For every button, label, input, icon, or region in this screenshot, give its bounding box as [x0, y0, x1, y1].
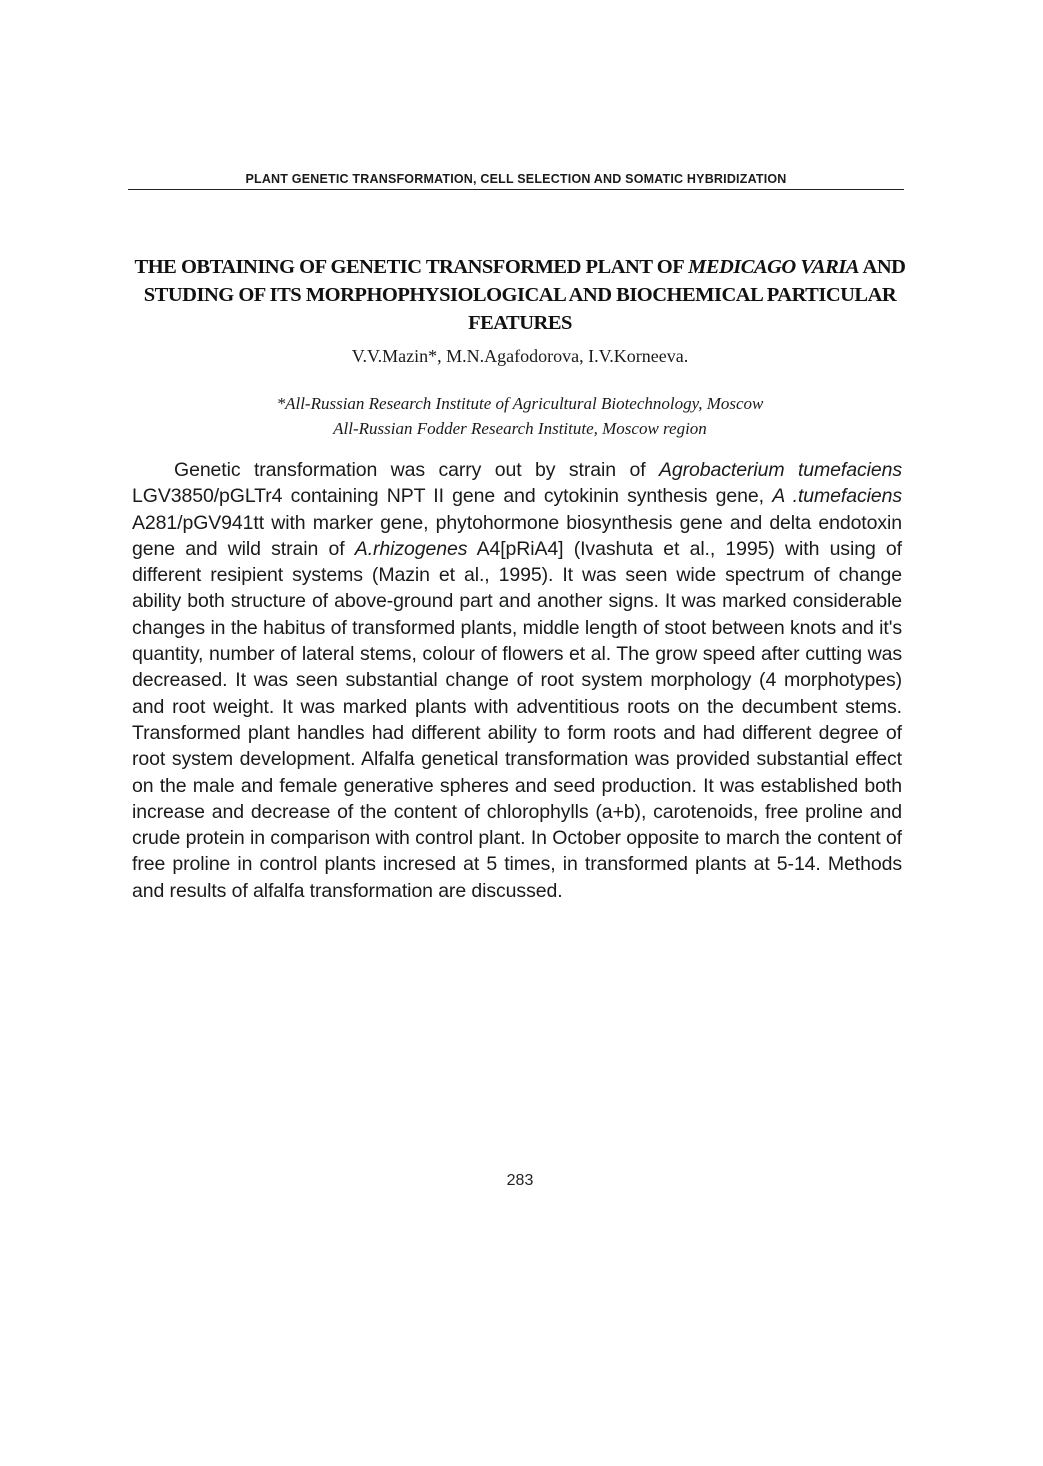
title-part-1: THE OBTAINING OF GENETIC TRANSFORMED PLANT OF — [134, 256, 689, 278]
abstract-italic-3: A.rhizogenes — [354, 537, 468, 560]
abstract-italic-2: A .tumefaciens — [772, 485, 902, 508]
page-number: 283 — [506, 1172, 534, 1189]
header-rule — [128, 189, 904, 190]
abstract-text-4: A4[pRiA4] (Ivashuta et al., 1995) with using of different resipient systems (Mazin et al., 1995). It was seen wide spectrum of change ability both structure of above-ground part and another signs. It was marked considerable changes in the habitus of transformed plants, middle length of stoot between knots and it's quantity, number of lateral stems, colour of flowers et al. The grow speed after cutting was decreased. It was seen substantial change of root system morphology (4 morphotypes) and root weight. It was marked plants with adventitious roots on the decumbent stems. Transformed plant handles had different ability to form roots and had different degree of root system development. Alfalfa genetical transformation was provided substantial effect on the male and female generative spheres and seed production. It was established both increase and decrease of the content of chlorophylls (a+b), carotenoids, free proline and crude protein in comparison with control plant. In October opposite to march the content of free proline in control plants incresed at 5 times, in transformed plants at 5-14. Methods and results of alfalfa transformation are discussed. — [132, 537, 902, 902]
authors: V.V.Mazin*, M.N.Agafodorova, I.V.Korneeva. — [351, 346, 689, 366]
affiliations — [110, 391, 930, 441]
abstract-text-2: LGV3850/pGLTr4 containing NPT II gene and cytokinin synthesis gene, — [132, 485, 773, 508]
title-part-2: AND STUDING OF ITS MORPHOPHYSIOLOGICAL AND BIOCHEMICAL PARTICULAR FEATURES — [143, 256, 906, 334]
title-species: MEDICAGO VARIA — [688, 256, 860, 278]
paper-title — [110, 253, 930, 337]
running-head: PLANT GENETIC TRANSFORMATION, CELL SELECTION AND SOMATIC HYBRIDIZATION — [245, 172, 787, 186]
affiliation-1: *All-Russian Research Institute of Agricultural Biotechnology, Moscow — [276, 394, 764, 413]
abstract-italic-1: Agrobacterium tumefaciens — [658, 459, 902, 481]
abstract-text-3: A281/pGV941tt with marker gene, phytohormone biosynthesis gene and delta endotoxin gene and wild strain of — [132, 511, 902, 560]
abstract-text-1: Genetic transformation was carry out by strain of — [174, 459, 659, 481]
affiliation-2: All-Russian Fodder Research Institute, Moscow region — [333, 419, 707, 438]
abstract-body — [132, 457, 902, 904]
